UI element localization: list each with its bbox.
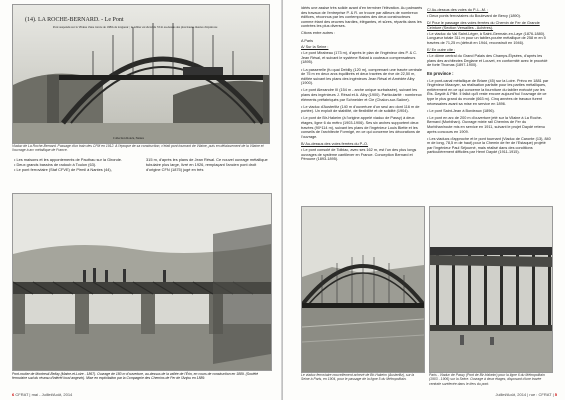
seine-heading: A/ Sur la Seine : xyxy=(301,45,329,50)
intro-paragraph: idéés une assise très solide avant d'en terminer l'élévation. Au palmarès des travaux de l'entreprise P. & R. on trouve par ailleurs de nombreux édifices, réconnus par les contemporains des deux constructeurs comme étant des œuvres hardies, élégantes, et sûres, répartis dans les contrées les plus diverses. xyxy=(301,6,423,29)
list-item: • Deux ponts ferroviaires du Boulevard de Bercy (1890). xyxy=(427,14,521,19)
caption-passy: Paris - Viaduc de Passy (Pont de Bir-Hakeim) pour la ligne 6 du Métropolitain (1903 - 1906) sur la Seine. Ouvrage à deux étages, disposant d'une travée centrale surélevée dans le tiers du pont. xyxy=(429,373,545,386)
list-item: • Le pont Alexandre III (154 m - arche unique surbaissée), suivant les plans des ingénieurs J. Résal et A. Alby (1900). Particularité : nombreux éléments préfabriqués par Schneider et Cie (Chalon-sur-Saône). xyxy=(301,88,422,102)
photo-montreuil-bellay-bridge xyxy=(12,193,272,371)
right-page xyxy=(283,0,565,400)
left-folio xyxy=(12,392,72,397)
photo-austerlitz-viaduct xyxy=(301,206,425,373)
section-d-heading: D/ Pour le passage des voies ferrées du Chemin de Fer de Grande Ceinture (Section Versailles - Achères). xyxy=(427,21,540,30)
list-item: • Le pont Saint-Jean à Bordeaux (1896). xyxy=(427,108,495,113)
list-item: • Le pont-canal métallique de Briare (45) sur la Loire. Prévu en 1881 par l'ingénieur Mazoyer, sa réalisation parfaite pour les parties métalliques, entièrement en ce qui concerne la fourniture du tablier exécuté par les Éts. Daydé & Pillé. Il fallut qu'il reste encore aujourd'hui l'ouvrage de ce type le plus grand du monde (663 m). Cinq années de travaux furent nécessaires avant sa mise en service en 1896. xyxy=(427,78,549,106)
bullet-item: • Les maisons et les appontements de Pauthau sur la Gironde. xyxy=(14,157,122,162)
left-page xyxy=(0,0,282,400)
list-item: • Le viaduc du Val Saint-Léger, à Saint-Germain-en-Laye (1876-1880). Longueur totale 311 m pour un tablier-poutre métallique de 258 m en 5 travées de 71,25 m (détruit en 1944, reconstruit en 1946). xyxy=(427,31,546,46)
list-item: • La passerelle (fu quai Debilly (120 m), comprenant une travée centrale de 75 m en deux arcs équilibrés et deux travées de rive de 22,50 m, édifiée suivant les plans des ingénieurs Jean Résal et Amédée Alby (1900). xyxy=(301,67,422,86)
folio-text: CFRAT | mai - Juillet/Août, 2014 xyxy=(15,392,73,397)
right-column-1 xyxy=(301,6,423,202)
caption-montreuil-bellay: Pont-routier de Montreuil-Bellay (Maine-et-Loire - 1867). Ouvrage de 180 m d'ouverture, au-dessus de la vallée de l'Érin, en cours de construction en 1889. (Société ferroviaire sud du réseau d'intérêt local angevin). Mise en exploitation par la Compagnie des Chemins de Fer de l'Anjou en 1889. xyxy=(12,372,259,381)
cities-label: Citons entre autres : xyxy=(301,31,336,36)
page-number: 6 xyxy=(12,392,15,397)
list-item: • Le pont consolé de Tolbiac, avec ses 162 m, est l'un des plus longs ouvrages de système cantilever en France. Conception Bernard et Péroune (1893-1895). xyxy=(301,147,417,162)
section-e-heading: E/ En outre cite : xyxy=(427,48,456,53)
photo-passy-viaduct xyxy=(429,206,553,373)
list-item: • Le pont de Bir-Hakeim (à l'origine appelé viaduc de Passy) à deux étages, ligne 6 du métro (1903-1906). Ses six arches supportent deux travées (90*114 m), suivant les plans de l'ingénieur Louis Biette et les conseils de l'architecte Formigé, en ce qui concerne les décorations de l'ouvrage. xyxy=(301,116,421,139)
folio-text: Juillet/Août, 2014 | rue : CFRAT | xyxy=(495,392,554,397)
list-item: • Les viaducs d'approche et le pont tournant (Viaduc de Caronte (13), 840 m de long, 78,5 m de haut) pour la Chemin de fer de l'Estaque) projeté par l'ingénieur Paul Séjourné, mais réalisé dans des conditions particulièrement difficiles par Henri Daydé (1911-1915). xyxy=(427,136,551,155)
bullet-item: • Deux grands bassins de radoub à Toulon (63). xyxy=(14,162,97,168)
left-bullet-list xyxy=(14,158,142,174)
bullet-item: • Le pont ferroviaire (Staf CFVE) de Pirmil à Nantes (44), xyxy=(14,167,112,173)
photo-roche-bernard-bridge xyxy=(12,4,270,144)
province-heading: En province : xyxy=(427,71,454,77)
postcard-publisher: Collection Ronck, Nantes xyxy=(113,136,144,140)
list-item: • Le dôme central du Grand Palais des Champs-Élysées, d'après les plans des architectes Deglane et Louvet, en conformité avec le procédé de forte Thomas (1897-1900). xyxy=(427,54,548,68)
list-item: • Le pont Mirabeau (173 m), d'après le plan de l'ingénieur des P. & C. Jean Résal, et suivant le système Rabat à couteaux compensateurs (1895). xyxy=(301,51,418,65)
right-column-2 xyxy=(427,6,551,202)
caption-roche-bernard: Viaduc de La Roche-Bernard. Passage d'un train des CFM en 1912. A l'époque de sa construction, c'était pont tournant de Vilaine, puis en délaissement de la Vilaine et l'ouvrage à arc métallique de France. xyxy=(12,144,264,153)
caption-austerlitz: Le viaduc ferroviaire nouvellement achevé de Bir-Hakeim (Austerlitz), sur la Seine à Paris, en 1904, pour le passage de la ligne 5 du Métropolitain. xyxy=(301,373,415,382)
right-folio xyxy=(495,392,557,397)
canal-heading: B/ Au-dessus des voies ferrées du P.-O. xyxy=(301,141,369,146)
left-right-column-text: 315 m, d'après les plans de Jean Résal. Ce nouvel ouvrage métallique tubulaire plus large, livré en 1926, remplaçant l'ancien pont droit d'origine CFN (1875) jugé en très xyxy=(146,157,268,172)
list-item: • Le viaduc d'Austerlitz (140 m d'ouverture d'un seul arc dont 116 m de portée). Un exploit de stabilité, de flexibilité et de solidité (1904). xyxy=(301,104,420,114)
postcard-title: (14). LA ROCHE-BERNARD. - Le Pont xyxy=(25,17,124,23)
section-c-heading: C/ Au-dessus des voies du P.-L.-M. : xyxy=(427,8,489,12)
list-item: • Le pont en arc de 200 m d'ouverture jeté sur la Vilaine à La Roche-Bernard (Morbihan). Ouvrage mixte rail Chemins de Fer du Morbihan/route mis en service en 1911, suivant le projet Daydé retenu après concours en 1909. xyxy=(427,115,545,134)
page-number: 5 xyxy=(554,392,557,397)
paris-label: A Paris xyxy=(301,38,314,43)
postcard-note: Pont suspendu sur la Vilaine d'une travée de 198m de longueur ; le tablier est élevé de 33 m au-dessus des plus hautes marées d'équinoxe xyxy=(53,25,218,29)
